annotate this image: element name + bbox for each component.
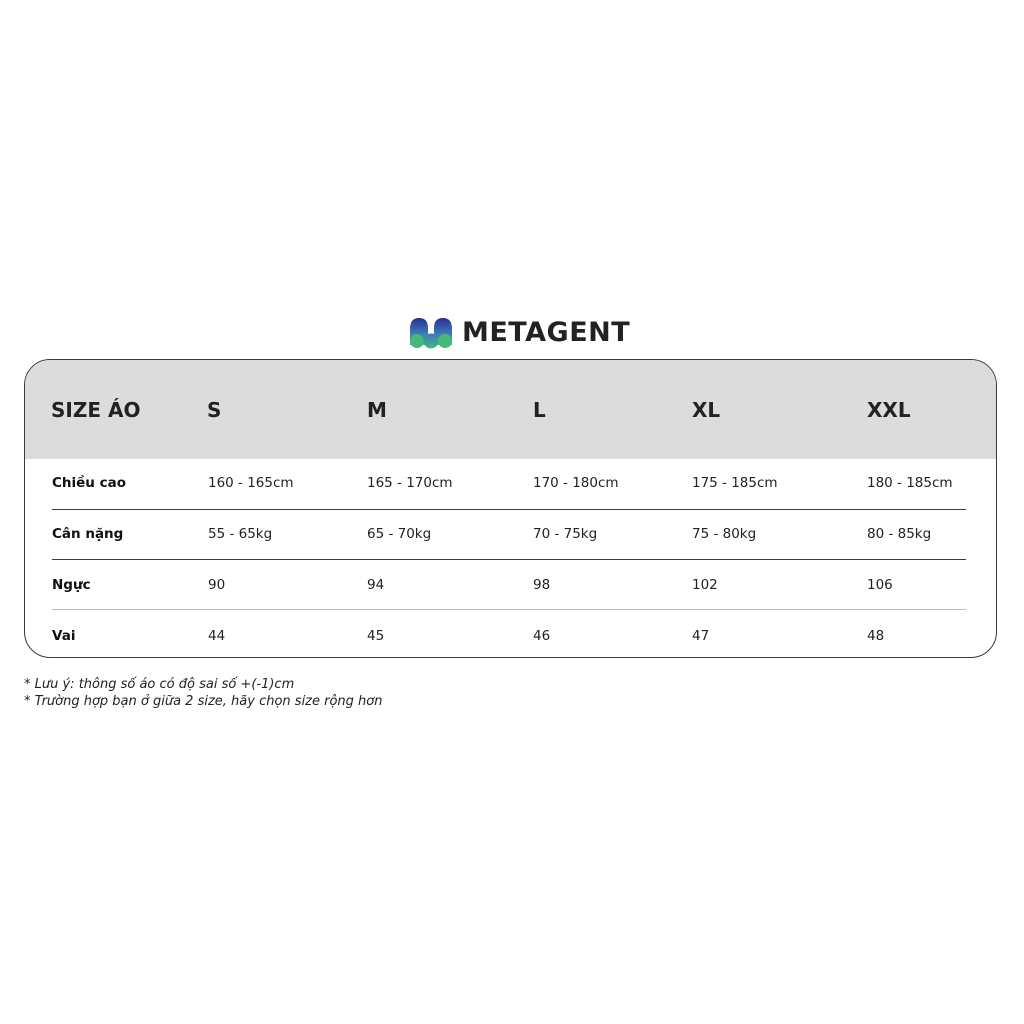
table-cell: 55 - 65kg — [208, 526, 273, 542]
table-cell: 46 — [533, 628, 551, 644]
size-table — [24, 359, 997, 658]
table-cell: 48 — [867, 628, 885, 644]
header-size-label: SIZE ÁO — [51, 398, 141, 422]
table-cell: 47 — [692, 628, 710, 644]
table-cell: 45 — [367, 628, 385, 644]
table-cell: 80 - 85kg — [867, 526, 932, 542]
table-cell: 180 - 185cm — [867, 475, 953, 491]
header-size-xl: XL — [692, 398, 721, 422]
table-cell: 160 - 165cm — [208, 475, 294, 491]
table-cell: 65 - 70kg — [367, 526, 432, 542]
table-cell: 70 - 75kg — [533, 526, 598, 542]
header-size-l: L — [533, 398, 546, 422]
table-cell: 106 — [867, 577, 893, 593]
row-divider — [52, 509, 966, 510]
table-cell: 102 — [692, 577, 718, 593]
table-header-row — [25, 360, 996, 459]
table-cell: 44 — [208, 628, 226, 644]
table-cell: 98 — [533, 577, 551, 593]
row-divider — [52, 609, 966, 610]
header-size-xxl: XXL — [867, 398, 911, 422]
row-label-height: Chiều cao — [52, 475, 126, 491]
header-size-m: M — [367, 398, 387, 422]
note-between-sizes: * Trường hợp bạn ở giữa 2 size, hãy chọn size rộng hơn — [24, 694, 383, 709]
size-notes — [24, 676, 383, 710]
brand-header — [408, 312, 630, 352]
table-cell: 175 - 185cm — [692, 475, 778, 491]
row-label-chest: Ngực — [52, 577, 91, 593]
brand-name: METAGENT — [462, 316, 631, 348]
table-cell: 165 - 170cm — [367, 475, 453, 491]
table-cell: 94 — [367, 577, 385, 593]
row-label-weight: Cân nặng — [52, 526, 124, 542]
table-cell: 75 - 80kg — [692, 526, 757, 542]
header-size-s: S — [207, 398, 222, 422]
metagent-logo-icon — [408, 315, 456, 349]
row-divider — [52, 559, 966, 560]
row-label-shoulder: Vai — [52, 628, 76, 644]
table-cell: 170 - 180cm — [533, 475, 619, 491]
note-tolerance: * Lưu ý: thông số áo có độ sai số +(-1)cm — [24, 677, 295, 692]
table-cell: 90 — [208, 577, 226, 593]
